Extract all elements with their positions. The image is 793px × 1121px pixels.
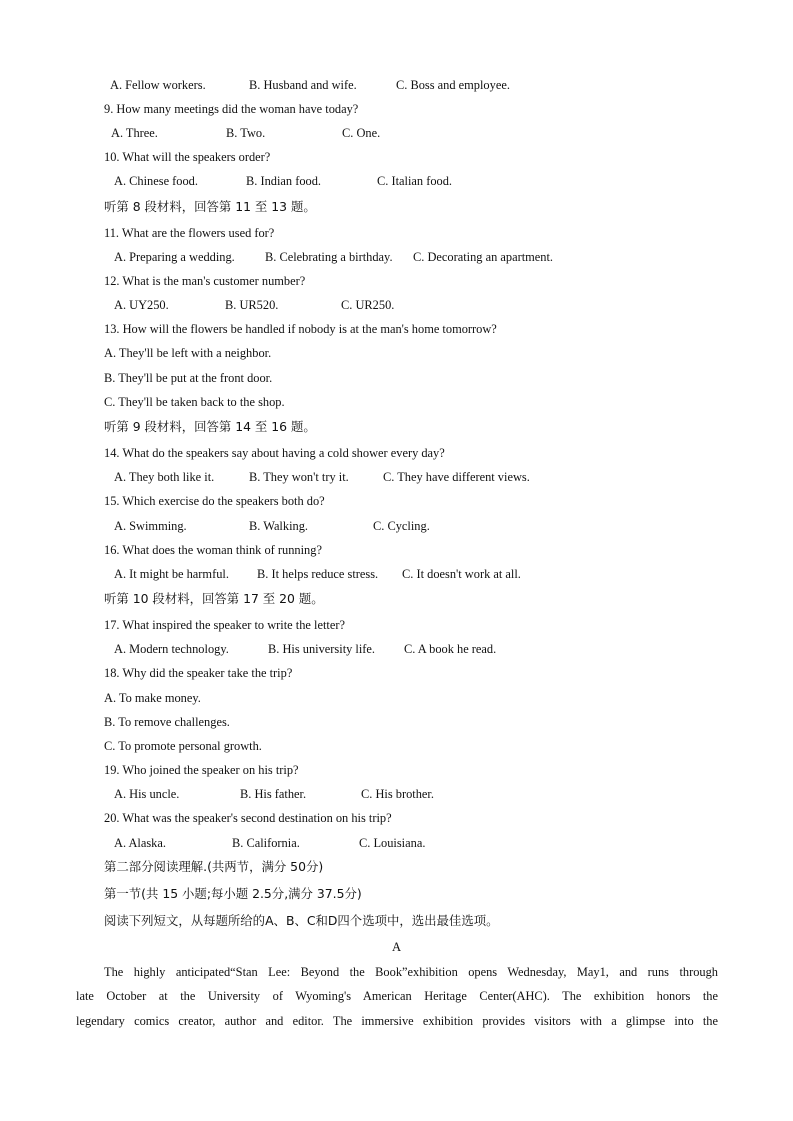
q16-option-c: C. It doesn't work at all. [402, 567, 521, 581]
q19-option-c: C. His brother. [361, 787, 434, 801]
q12-option-b: B. UR520. [225, 298, 279, 312]
q13-option-c: C. They'll be taken back to the shop. [104, 395, 285, 409]
section-one-heading: 第一节(共 15 小题;每小题 2.5分,满分 37.5分) [104, 886, 362, 901]
q20-option-b: B. California. [232, 836, 300, 850]
q8-option-a: A. Fellow workers. [110, 78, 206, 92]
q11-option-b: B. Celebrating a birthday. [265, 250, 393, 264]
q18-option-c: C. To promote personal growth. [104, 739, 262, 753]
q9-stem: 9. How many meetings did the woman have today? [104, 102, 359, 116]
q12-option-a: A. UY250. [114, 298, 169, 312]
passage-title: A [391, 940, 402, 954]
q14-option-b: B. They won't try it. [249, 470, 349, 484]
q16-stem: 16. What does the woman think of running? [104, 543, 322, 557]
q15-option-c: C. Cycling. [373, 519, 430, 533]
q13-option-a: A. They'll be left with a neighbor. [104, 346, 272, 360]
q17-option-b: B. His university life. [268, 642, 376, 656]
q19-option-b: B. His father. [240, 787, 307, 801]
q15-option-a: A. Swimming. [114, 519, 187, 533]
passage-line-3: legendary comics creator, author and editor. The immersive exhibition provides visitors with a glimpse into the [76, 1014, 718, 1028]
q16-option-a: A. It might be harmful. [114, 567, 229, 581]
q16-option-b: B. It helps reduce stress. [257, 567, 379, 581]
q10-option-b: B. Indian food. [246, 174, 322, 188]
section-heading-10: 听第 10 段材料，回答第 17 至 20 题。 [104, 591, 324, 606]
q10-option-a: A. Chinese food. [114, 174, 198, 188]
q14-option-c: C. They have different views. [383, 470, 530, 484]
q13-option-b: B. They'll be put at the front door. [104, 371, 273, 385]
q17-option-c: C. A book he read. [404, 642, 497, 656]
q12-option-c: C. UR250. [341, 298, 395, 312]
section-heading-9: 听第 9 段材料，回答第 14 至 16 题。 [104, 419, 316, 434]
q17-stem: 17. What inspired the speaker to write the letter? [104, 618, 345, 632]
q14-option-a: A. They both like it. [114, 470, 215, 484]
q15-stem: 15. Which exercise do the speakers both do? [104, 494, 325, 508]
section-heading-8: 听第 8 段材料，回答第 11 至 13 题。 [104, 199, 316, 214]
q8-option-c: C. Boss and employee. [396, 78, 510, 92]
q18-option-b: B. To remove challenges. [104, 715, 230, 729]
q20-stem: 20. What was the speaker's second destination on his trip? [104, 811, 392, 825]
q19-stem: 19. Who joined the speaker on his trip? [104, 763, 299, 777]
q11-stem: 11. What are the flowers used for? [104, 226, 275, 240]
q9-option-a: A. Three. [111, 126, 158, 140]
q14-stem: 14. What do the speakers say about having a cold shower every day? [104, 446, 445, 460]
q10-stem: 10. What will the speakers order? [104, 150, 271, 164]
passage-line-1: The highly anticipated“Stan Lee: Beyond the Book”exhibition opens Wednesday, May1, and runs through [104, 965, 718, 979]
q11-option-c: C. Decorating an apartment. [413, 250, 554, 264]
q9-option-b: B. Two. [226, 126, 266, 140]
q9-option-c: C. One. [342, 126, 381, 140]
q20-option-a: A. Alaska. [114, 836, 166, 850]
q13-stem: 13. How will the flowers be handled if nobody is at the man's home tomorrow? [104, 322, 497, 336]
q20-option-c: C. Louisiana. [359, 836, 426, 850]
q12-stem: 12. What is the man's customer number? [104, 274, 306, 288]
q19-option-a: A. His uncle. [114, 787, 180, 801]
q15-option-b: B. Walking. [249, 519, 309, 533]
passage-line-2: late October at the University of Wyoming's American Heritage Center(AHC). The exhibition honors the [76, 989, 718, 1003]
q17-option-a: A. Modern technology. [114, 642, 229, 656]
q11-option-a: A. Preparing a wedding. [114, 250, 235, 264]
reading-instructions: 阅读下列短文，从每题所给的A、B、C和D四个选项中，选出最佳选项。 [104, 913, 499, 928]
q18-option-a: A. To make money. [104, 691, 201, 705]
part-two-heading: 第二部分阅读理解.(共两节，满分 50分) [104, 859, 324, 874]
q10-option-c: C. Italian food. [377, 174, 453, 188]
q18-stem: 18. Why did the speaker take the trip? [104, 666, 293, 680]
q8-option-b: B. Husband and wife. [249, 78, 357, 92]
